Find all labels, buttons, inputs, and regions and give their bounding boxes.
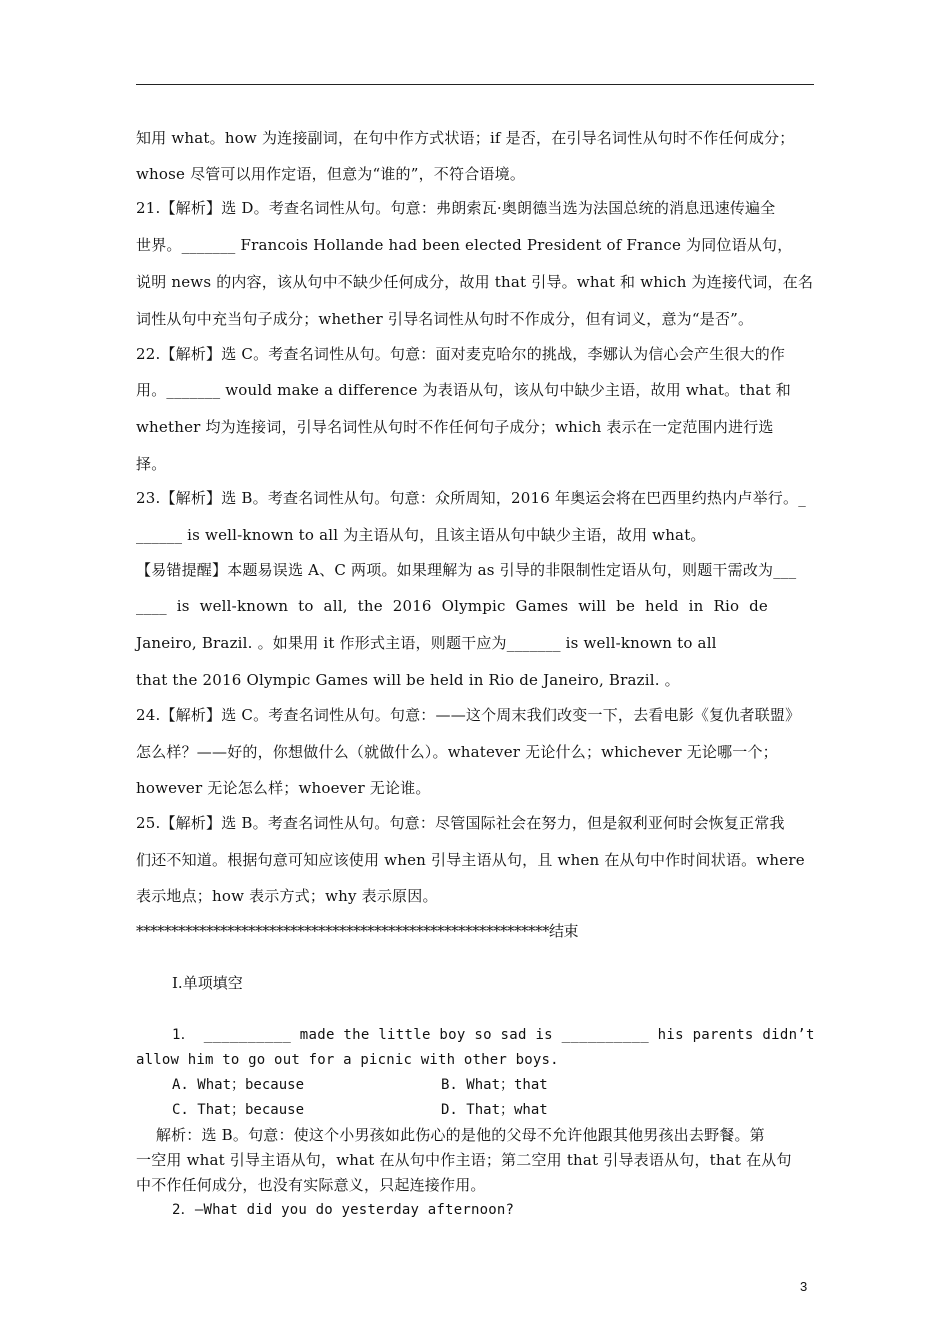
header-rule — [136, 84, 814, 85]
analysis-line: that the 2016 Olympic Games will be held in Rio de Janeiro, Brazil. 。 — [136, 671, 680, 689]
end-separator: ***********************************************************结束 — [136, 922, 579, 940]
analysis-line: 世界。_______ Francois Hollande had been elected President of France 为同位语从句， — [136, 236, 793, 254]
analysis-line: 择。 — [136, 455, 167, 473]
analysis-line: 词性从句中充当句子成分；whether 引导名词性从句时不作成分，但有词义，意为“是否”。 — [136, 310, 754, 328]
analysis-line: whose 尽管可以用作定语，但意为“谁的”，不符合语境。 — [136, 165, 526, 183]
analysis-line: 25.【解析】选 B。考查名词性从句。句意：尽管国际社会在努力，但是叙利亚何时会恢复正常我 — [136, 814, 785, 832]
analysis-line: 22.【解析】选 C。考查名词性从句。句意：面对麦克哈尔的挑战，李娜认为信心会产生很大的作 — [136, 345, 786, 363]
option-b: B. What；that — [441, 1077, 548, 1093]
question-stem: allow him to go out for a picnic with other boys. — [136, 1052, 559, 1068]
page-number: 3 — [800, 1279, 808, 1294]
analysis-line: 们还不知道。根据句意可知应该使用 when 引导主语从句，且 when 在从句中作时间状语。where — [136, 851, 805, 869]
analysis-line: 怎么样？——好的，你想做什么（就做什么）。whatever 无论什么；whichever 无论哪一个； — [136, 743, 778, 761]
option-c: C. That；because — [172, 1102, 305, 1118]
explanation-line: 中不作任何成分，也没有实际意义，只起连接作用。 — [136, 1176, 486, 1194]
analysis-line: 21.【解析】选 D。考查名词性从句。句意：弗朗索瓦·奥朗德当选为法国总统的消息迅速传遍全 — [136, 199, 776, 217]
analysis-line: 23.【解析】选 B。考查名词性从句。句意：众所周知，2016 年奥运会将在巴西里约热内卢举行。_ — [136, 489, 806, 507]
analysis-line: 24.【解析】选 C。考查名词性从句。句意：——这个周末我们改变一下，去看电影《复仇者联盟》 — [136, 706, 801, 724]
option-d: D. That；what — [441, 1102, 548, 1118]
error-reminder-line: 【易错提醒】本题易误选 A、C 两项。如果理解为 as 引导的非限制性定语从句，则题干需改为___ — [136, 561, 797, 579]
explanation-line: 解析：选 B。句意：使这个小男孩如此伤心的是他的父母不允许他跟其他男孩出去野餐。第 — [136, 1126, 765, 1144]
analysis-line: 表示地点；how 表示方式；why 表示原因。 — [136, 887, 438, 905]
explanation-line: 一空用 what 引导主语从句，what 在从句中作主语；第二空用 that 引导表语从句，that 在从句 — [136, 1151, 792, 1169]
analysis-line: 说明 news 的内容，该从句中不缺少任何成分，故用 that 引导。what 和 which 为连接代词，在名 — [136, 273, 814, 291]
analysis-line: ____ is well-known to all, the 2016 Olympic Games will be held in Rio de — [136, 597, 768, 615]
option-a: A. What；because — [172, 1077, 305, 1093]
analysis-line: 用。_______ would make a difference 为表语从句，该从句中缺少主语，故用 what。that 和 — [136, 381, 791, 399]
question-stem: 2．—What did you do yesterday afternoon? — [172, 1202, 515, 1218]
analysis-line: whether 均为连接词，引导名词性从句时不作任何句子成分；which 表示在一定范围内进行选 — [136, 418, 774, 436]
analysis-line: however 无论怎么样；whoever 无论谁。 — [136, 779, 431, 797]
question-stem: 1． __________ made the little boy so sad is __________ his parents didn’t — [172, 1027, 815, 1043]
analysis-line: 知用 what。how 为连接副词，在句中作方式状语；if 是否，在引导名词性从句时不作任何成分； — [136, 129, 795, 147]
analysis-line: ______ is well-known to all 为主语从句，且该主语从句中缺少主语，故用 what。 — [136, 526, 706, 544]
section-heading: Ⅰ.单项填空 — [172, 974, 243, 992]
analysis-line: Janeiro, Brazil. 。如果用 it 作形式主语，则题干应为_______ is well-known to all — [136, 634, 717, 652]
